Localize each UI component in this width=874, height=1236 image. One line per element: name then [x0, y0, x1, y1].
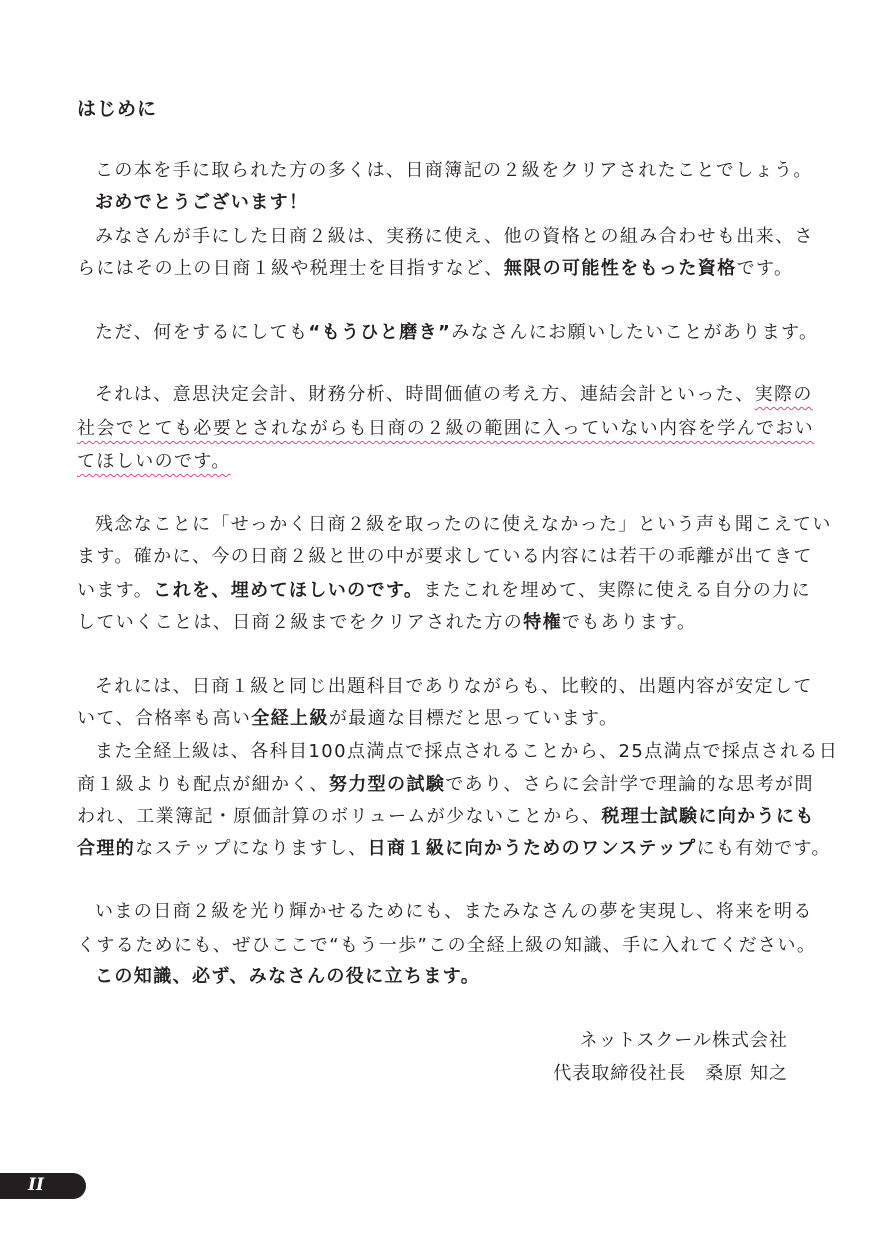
paragraph-line: ただ、何をするにしても“もうひと磨き”みなさんにお願いしたいことがあります。 — [95, 322, 819, 343]
paragraph-line: おめでとうございます！ — [95, 192, 309, 213]
signature-company: ネットスクール株式会社 — [579, 1030, 788, 1051]
paragraph-line: それには、日商１級と同じ出題科目でありながらも、比較的、出題内容が安定して — [95, 676, 813, 697]
paragraph-line: この知識、必ず、みなさんの役に立ちます。 — [95, 966, 481, 987]
paragraph-line: みなさんが手にした日商２級は、実務に使え、他の資格との組み合わせも出来、さ — [95, 226, 814, 247]
paragraph-line: 合理的なステップになりますし、日商１級に向かうためのワンステップにも有効です。 — [77, 838, 831, 859]
paragraph-line: この本を手に取られた方の多くは、日商簿記の２級をクリアされたことでしょう。 — [95, 160, 813, 181]
paragraph-line: それは、意思決定会計、財務分析、時間価値の考え方、連結会計といった、実際の — [95, 384, 813, 405]
paragraph-line: いて、合格率も高い全経上級が最適な目標だと思っています。 — [77, 708, 619, 729]
highlighted-text: てほしいのです。 — [77, 451, 231, 472]
paragraph-line — [77, 418, 815, 440]
paragraph-line: います。これを、埋めてほしいのです。またこれを埋めて、実際に使える自分の力に — [77, 580, 811, 601]
paragraph-line: 残念なことに「せっかく日商２級を取ったのに使えなかった」という声も聞こえてい — [95, 514, 832, 535]
page-title: はじめに — [77, 98, 158, 120]
paragraph-line: くするためにも、ぜひここで“もう一歩”この全経上級の知識、手に入れてください。 — [77, 935, 817, 956]
paragraph-line: していくことは、日商２級までをクリアされた方の特権でもあります。 — [77, 612, 697, 633]
paragraph-line: 商１級よりも配点が細かく、努力型の試験であり、さらに会計学で理論的な思考が問 — [77, 774, 814, 795]
signature-person: 代表取締役社長 桑原 知之 — [553, 1063, 788, 1084]
page-number-tab — [0, 1173, 86, 1199]
highlighted-text: 社会でとても必要とされながらも日商の２級の範囲に入っていない内容を学んでおい — [77, 418, 815, 439]
paragraph-line: いまの日商２級を光り輝かせるためにも、またみなさんの夢を実現し、将来を明る — [95, 901, 813, 922]
paragraph-line: また全経上級は、各科目100点満点で採点されることから、25点満点で採点される日 — [95, 741, 839, 762]
paragraph-line: らにはその上の日商１級や税理士を目指すなど、無限の可能性をもった資格です。 — [77, 258, 794, 279]
highlighted-text: 実際の — [754, 384, 813, 405]
paragraph-line: ます。確かに、今の日商２級と世の中が要求している内容には若干の乖離が出てきて — [77, 546, 813, 567]
page-number: II — [28, 1175, 44, 1195]
paragraph-line: われ、工業簿記・原価計算のボリュームが少ないことから、税理士試験に向かうにも — [77, 806, 815, 827]
paragraph-line — [77, 451, 791, 473]
